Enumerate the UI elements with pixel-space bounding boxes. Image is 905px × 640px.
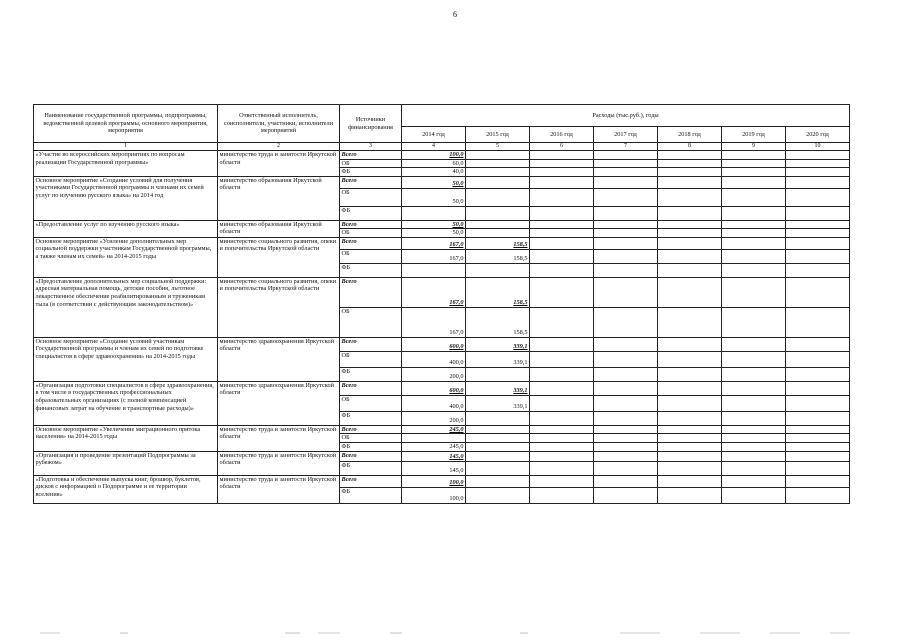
funding-source: Всего (340, 220, 402, 229)
expense-value (722, 337, 786, 351)
column-number: 3 (340, 143, 402, 151)
expense-value (658, 151, 722, 160)
header-year: 2018 год (658, 127, 722, 143)
expense-value (658, 206, 722, 220)
expense-value (722, 159, 786, 168)
expense-value (722, 487, 786, 503)
expense-value: 100,0 (402, 487, 466, 503)
expense-value (594, 487, 658, 503)
activity-name: «Участие во всероссийских мероприятиях по вопросам реализации Государственной программы» (34, 151, 218, 177)
activity-name: «Подготовка и обеспечение выпуска книг, брошюр, буклетов, дисков с информацией о Подпрограмме и ее территории вселения» (34, 475, 218, 503)
header-year: 2020 год (786, 127, 850, 143)
header-year: 2017 год (594, 127, 658, 143)
expense-value: 400,0 (402, 351, 466, 367)
expense-value (722, 307, 786, 337)
expense-value: 167,0 (402, 277, 466, 307)
funding-source: ФБ (340, 367, 402, 381)
column-number: 5 (466, 143, 530, 151)
activity-name: Основное мероприятие «Создание условий участникам Государственной программы и членам их семей по подготовке специалистов в сфере здравоохранения» на 2014-2015 годы (34, 337, 218, 381)
expense-value (722, 351, 786, 367)
expense-value: 145,0 (402, 451, 466, 461)
expense-value (594, 367, 658, 381)
funding-source: ОБ (340, 351, 402, 367)
expense-value (466, 220, 530, 229)
table-row (34, 277, 850, 307)
column-number: 9 (722, 143, 786, 151)
expense-value (722, 443, 786, 452)
header-year: 2015 год (466, 127, 530, 143)
expense-value: 200,0 (402, 411, 466, 425)
expense-value (594, 237, 658, 249)
expense-value: 339,1 (466, 351, 530, 367)
expense-value (466, 434, 530, 443)
expense-value (466, 451, 530, 461)
expense-value (530, 176, 594, 188)
funding-source: ОБ (340, 188, 402, 206)
expense-value (722, 411, 786, 425)
funding-source: Всего (340, 475, 402, 487)
funding-source: ФБ (340, 411, 402, 425)
expense-value (402, 263, 466, 277)
expense-value (722, 237, 786, 249)
funding-source: Всего (340, 381, 402, 395)
expense-value (530, 395, 594, 411)
activity-name: «Организация подготовки специалистов в сфере здравоохранения, в том числе в государственных профессиональных образовательных организациях (с полной компенсацией финансовых затрат на обучение и транспортные расходы)» (34, 381, 218, 425)
expense-value (722, 151, 786, 160)
responsible-executor: министерство труда и занятости Иркутской области (218, 475, 340, 503)
expense-value (786, 176, 850, 188)
column-number: 10 (786, 143, 850, 151)
expense-value (722, 176, 786, 188)
expense-value (786, 263, 850, 277)
expense-value: 167,0 (402, 237, 466, 249)
expense-value: 145,0 (402, 461, 466, 475)
activity-name: «Предоставление услуг по изучению русского языка» (34, 220, 218, 237)
expense-value (466, 176, 530, 188)
expense-value (722, 220, 786, 229)
expense-value (466, 263, 530, 277)
column-number: 1 (34, 143, 218, 151)
activity-name: «Предоставление дополнительных мер социальной поддержки: адресная материальная помощь, детские пособия, льготное лекарственное обеспечение реабилитированным и труженикам тыла (в соответствии с действующим законодательством)» (34, 277, 218, 337)
expense-value: 600,0 (402, 381, 466, 395)
expense-value (594, 461, 658, 475)
funding-source: ОБ (340, 434, 402, 443)
expense-value (658, 220, 722, 229)
expense-value (722, 425, 786, 434)
responsible-executor: министерство труда и занятости Иркутской области (218, 151, 340, 177)
expense-value (658, 487, 722, 503)
expense-value (466, 151, 530, 160)
activity-name: Основное мероприятие «Усиление дополнительных мер социальной поддержки участникам Государственной программы, а также членам их семей» на 2014-2015 годы (34, 237, 218, 277)
funding-source: Всего (340, 151, 402, 160)
funding-source: ОБ (340, 395, 402, 411)
expense-value (722, 461, 786, 475)
expense-value (530, 411, 594, 425)
funding-source: ОБ (340, 307, 402, 337)
expense-value (530, 188, 594, 206)
expense-value (658, 337, 722, 351)
expense-value (786, 151, 850, 160)
expense-value (594, 395, 658, 411)
expense-value (658, 451, 722, 461)
funding-source: ФБ (340, 443, 402, 452)
expense-value (594, 381, 658, 395)
expense-value (466, 475, 530, 487)
expense-value (658, 237, 722, 249)
expense-value (786, 434, 850, 443)
expense-value (594, 434, 658, 443)
column-number: 7 (594, 143, 658, 151)
expense-value (466, 461, 530, 475)
expense-value (722, 395, 786, 411)
expense-value (594, 229, 658, 238)
expense-value (658, 188, 722, 206)
expense-value (594, 425, 658, 434)
table-row (34, 237, 850, 249)
funding-source: ФБ (340, 168, 402, 177)
table-row (34, 451, 850, 461)
expense-value: 167,0 (402, 307, 466, 337)
expense-value: 158,5 (466, 277, 530, 307)
expense-value: 50,0 (402, 176, 466, 188)
funding-source: Всего (340, 337, 402, 351)
expense-value (658, 159, 722, 168)
expense-value (530, 159, 594, 168)
expense-value (786, 487, 850, 503)
expense-value (658, 411, 722, 425)
expense-value (722, 206, 786, 220)
expense-value (594, 411, 658, 425)
expense-value (786, 206, 850, 220)
funding-source: ФБ (340, 263, 402, 277)
table-row (34, 151, 850, 160)
expense-value (594, 206, 658, 220)
expense-value (466, 168, 530, 177)
expense-value (530, 237, 594, 249)
expense-value: 600,0 (402, 337, 466, 351)
expense-value (786, 351, 850, 367)
responsible-executor: министерство образования Иркутской области (218, 220, 340, 237)
expense-value: 245,0 (402, 443, 466, 452)
responsible-executor: министерство социального развития, опеки и попечительства Иркутской области (218, 237, 340, 277)
expense-value (594, 351, 658, 367)
responsible-executor: министерство социального развития, опеки и попечительства Иркутской области (218, 277, 340, 337)
expense-value (594, 168, 658, 177)
expense-value: 158,5 (466, 249, 530, 263)
expense-value (466, 159, 530, 168)
expense-value: 339,1 (466, 381, 530, 395)
expense-value (594, 151, 658, 160)
expense-value (786, 367, 850, 381)
expense-value: 60,0 (402, 159, 466, 168)
expense-value (594, 263, 658, 277)
funding-source: Всего (340, 176, 402, 188)
expense-value: 100,0 (402, 151, 466, 160)
funding-source: Всего (340, 425, 402, 434)
activity-name: Основное мероприятие «Увеличение миграционного притока населения» на 2014-2015 годы (34, 425, 218, 451)
expense-value (786, 307, 850, 337)
expense-value: 400,0 (402, 395, 466, 411)
expense-value (530, 434, 594, 443)
header-name: Наименование государственной программы, подпрограммы, ведомственной целевой программы, основного мероприятия, мероприятия (34, 105, 218, 143)
expense-value: 339,1 (466, 337, 530, 351)
expense-value (658, 277, 722, 307)
table-row (34, 176, 850, 188)
expense-value (530, 263, 594, 277)
expense-value (722, 263, 786, 277)
expense-value (786, 220, 850, 229)
expense-value (786, 229, 850, 238)
expense-value (594, 337, 658, 351)
expense-value (530, 220, 594, 229)
expense-value (530, 381, 594, 395)
expense-value (786, 168, 850, 177)
expense-value (722, 188, 786, 206)
funding-source: ФБ (340, 461, 402, 475)
expense-value (786, 443, 850, 452)
table-row (34, 337, 850, 351)
table-row (34, 220, 850, 229)
funding-source: ФБ (340, 487, 402, 503)
table-row (34, 381, 850, 395)
expense-value (530, 475, 594, 487)
funding-source: ОБ (340, 159, 402, 168)
table-row (34, 425, 850, 434)
expense-value (658, 168, 722, 177)
expense-value (466, 367, 530, 381)
expense-value: 50,0 (402, 220, 466, 229)
expense-value: 245,0 (402, 425, 466, 434)
page-number: 6 (453, 10, 457, 19)
expense-value (786, 475, 850, 487)
expense-value (594, 443, 658, 452)
expense-value (658, 307, 722, 337)
expense-value (722, 249, 786, 263)
expense-value (530, 168, 594, 177)
expense-value (786, 159, 850, 168)
expense-value (466, 487, 530, 503)
expense-value (658, 434, 722, 443)
expense-value (658, 395, 722, 411)
scan-artifact-dots (0, 630, 905, 636)
funding-source: ОБ (340, 249, 402, 263)
expense-value (530, 461, 594, 475)
header-year: 2014 год (402, 127, 466, 143)
expense-value (722, 475, 786, 487)
expense-value (530, 351, 594, 367)
expense-value (658, 263, 722, 277)
expense-value (722, 277, 786, 307)
expense-value (466, 425, 530, 434)
expense-value (722, 229, 786, 238)
expense-value (722, 367, 786, 381)
expense-value (594, 159, 658, 168)
expense-value (530, 337, 594, 351)
expense-value (658, 443, 722, 452)
expense-value (658, 425, 722, 434)
expense-value (402, 434, 466, 443)
expense-value (786, 395, 850, 411)
expense-value (786, 411, 850, 425)
expense-value (530, 443, 594, 452)
expense-value: 200,0 (402, 367, 466, 381)
header-expenses: Расходы (тыс.руб.), годы (402, 105, 850, 127)
expense-value (530, 451, 594, 461)
expense-value (530, 249, 594, 263)
expense-value (786, 337, 850, 351)
expense-value (594, 307, 658, 337)
expense-value: 50,0 (402, 188, 466, 206)
expense-value (530, 277, 594, 307)
expense-value (594, 451, 658, 461)
expense-value (786, 451, 850, 461)
expense-value: 100,0 (402, 475, 466, 487)
expense-value (658, 461, 722, 475)
expense-value (658, 367, 722, 381)
expense-value (594, 249, 658, 263)
expense-value (466, 443, 530, 452)
column-number: 2 (218, 143, 340, 151)
header-year: 2016 год (530, 127, 594, 143)
expense-value: 158,5 (466, 237, 530, 249)
table-row (34, 475, 850, 487)
expense-value (466, 411, 530, 425)
expense-value (594, 475, 658, 487)
expense-value (530, 206, 594, 220)
expense-value (658, 351, 722, 367)
expense-value (594, 176, 658, 188)
expense-value (786, 277, 850, 307)
expense-value: 40,0 (402, 168, 466, 177)
expense-value (530, 367, 594, 381)
activity-name: «Организация и проведение презентаций Подпрограммы за рубежом» (34, 451, 218, 475)
expense-value (530, 425, 594, 434)
funding-source: Всего (340, 237, 402, 249)
expense-value (466, 229, 530, 238)
expense-value: 339,1 (466, 395, 530, 411)
column-number: 6 (530, 143, 594, 151)
funding-source: Всего (340, 277, 402, 307)
funding-source: ОБ (340, 229, 402, 238)
expense-value: 167,0 (402, 249, 466, 263)
expense-value: 50,0 (402, 229, 466, 238)
header-source: Источники финансирования (340, 105, 402, 143)
expense-value (722, 381, 786, 395)
expense-value (594, 220, 658, 229)
expense-value (658, 475, 722, 487)
expense-value (786, 249, 850, 263)
expense-value (530, 151, 594, 160)
expense-value (722, 434, 786, 443)
responsible-executor: министерство образования Иркутской области (218, 176, 340, 220)
expense-value (530, 229, 594, 238)
column-number: 4 (402, 143, 466, 151)
expense-value (786, 237, 850, 249)
responsible-executor: министерство здравоохранения Иркутской области (218, 381, 340, 425)
column-number: 8 (658, 143, 722, 151)
funding-source: Всего (340, 451, 402, 461)
expense-value (658, 249, 722, 263)
funding-source: ФБ (340, 206, 402, 220)
expense-value (786, 188, 850, 206)
expense-value (786, 461, 850, 475)
expense-value (786, 381, 850, 395)
expense-value (786, 425, 850, 434)
expense-value (722, 451, 786, 461)
expense-value (530, 307, 594, 337)
expense-value (466, 188, 530, 206)
expense-value (658, 176, 722, 188)
expense-value (658, 381, 722, 395)
expense-value (722, 168, 786, 177)
expense-value: 158,5 (466, 307, 530, 337)
expense-value (594, 188, 658, 206)
responsible-executor: министерство труда и занятости Иркутской области (218, 425, 340, 451)
expense-value (530, 487, 594, 503)
budget-table (33, 104, 850, 504)
responsible-executor: министерство труда и занятости Иркутской области (218, 451, 340, 475)
expense-value (402, 206, 466, 220)
activity-name: Основное мероприятие «Создание условий для получения участниками Государственной программы и членами их семей услуг по изучению русского языка» на 2014 год (34, 176, 218, 220)
expense-value (466, 206, 530, 220)
expense-value (594, 277, 658, 307)
header-responsible: Ответственный исполнитель, соисполнители, участники, исполнители мероприятий (218, 105, 340, 143)
responsible-executor: министерство здравоохранения Иркутской области (218, 337, 340, 381)
expense-value (658, 229, 722, 238)
header-year: 2019 год (722, 127, 786, 143)
